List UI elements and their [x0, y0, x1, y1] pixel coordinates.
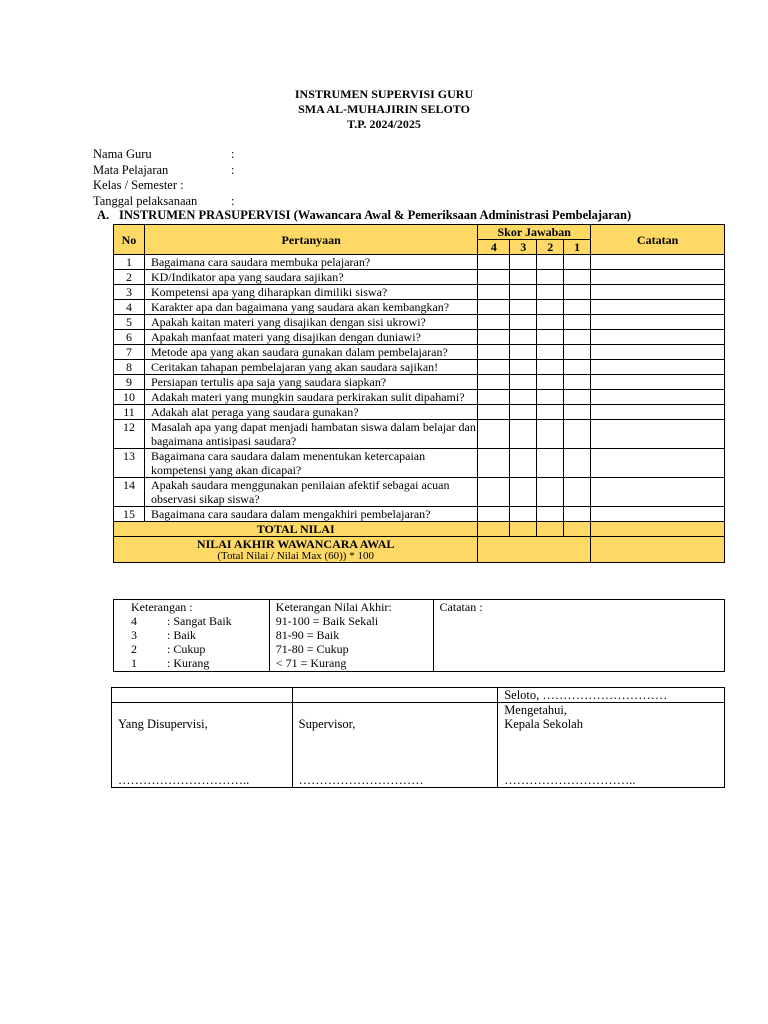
signature-line: …………………………..: [504, 773, 636, 787]
score-cell[interactable]: [510, 270, 537, 285]
row-question: Metode apa yang akan saudara gunakan dalam pembelajaran?: [144, 345, 477, 360]
table-row: [114, 255, 725, 270]
supervisee-signature[interactable]: [112, 703, 293, 788]
row-question: Masalah apa yang dapat menjadi hambatan siswa dalam belajar dan bagaimana antisipasi saudara?: [144, 420, 477, 449]
notes-cell[interactable]: [591, 270, 725, 285]
final-score-formula: (Total Nilai / Nilai Max (60)) * 100: [217, 549, 374, 562]
legend-label: : Cukup: [167, 642, 206, 656]
score-cell[interactable]: [510, 315, 537, 330]
total-row: [114, 522, 725, 537]
table-row: [114, 330, 725, 345]
table-row: [114, 390, 725, 405]
row-question: Persiapan tertulis apa saja yang saudara siapkan?: [144, 375, 477, 390]
legend-score: 2: [131, 642, 137, 656]
signature-line: …………………………: [298, 773, 424, 787]
score-cell[interactable]: [564, 405, 591, 420]
sign-blank-cell: [112, 688, 293, 703]
legend-label: : Sangat Baik: [167, 614, 232, 628]
field-colon: :: [231, 193, 235, 208]
row-no: 8: [114, 360, 145, 375]
final-score-row: [114, 537, 725, 563]
notes-cell[interactable]: [591, 360, 725, 375]
score-cell[interactable]: [478, 255, 510, 270]
field-label: Tanggal pelaksanaan: [93, 193, 198, 208]
score-cell[interactable]: [478, 405, 510, 420]
table-row: [114, 405, 725, 420]
final-legend-item: < 71 = Kurang: [275, 656, 347, 670]
row-question: Apakah manfaat materi yang disajikan dengan duniawi?: [144, 330, 477, 345]
acknowledged-label: Mengetahui,: [504, 703, 568, 717]
score-legend: [114, 600, 270, 672]
score-cell[interactable]: [478, 330, 510, 345]
notes-cell[interactable]: [591, 390, 725, 405]
notes-label: Catatan :: [439, 600, 483, 614]
header-score-2: 2: [537, 240, 564, 255]
score-cell[interactable]: [510, 405, 537, 420]
notes-cell[interactable]: [591, 478, 725, 507]
header-question: Pertanyaan: [144, 225, 477, 255]
final-legend-item: 81-90 = Baik: [275, 628, 340, 642]
header-score-1: 1: [564, 240, 591, 255]
score-cell[interactable]: [537, 478, 564, 507]
score-cell[interactable]: [537, 449, 564, 478]
score-cell[interactable]: [537, 300, 564, 315]
header-score-3: 3: [510, 240, 537, 255]
notes-cell[interactable]: [591, 507, 725, 522]
final-score-label-cell: [114, 537, 478, 563]
section-heading: [97, 208, 631, 223]
score-cell[interactable]: [478, 345, 510, 360]
row-no: 12: [114, 420, 145, 449]
row-no: 3: [114, 285, 145, 300]
row-question: Adakah materi yang mungkin saudara perkirakan sulit dipahami?: [144, 390, 477, 405]
table-row: [114, 507, 725, 522]
score-cell[interactable]: [510, 285, 537, 300]
score-cell[interactable]: [537, 330, 564, 345]
score-cell[interactable]: [478, 375, 510, 390]
field-colon: :: [231, 147, 235, 161]
table-row: [114, 285, 725, 300]
score-cell[interactable]: [564, 507, 591, 522]
score-cell[interactable]: [564, 285, 591, 300]
notes-cell[interactable]: [591, 420, 725, 449]
table-row: [114, 315, 725, 330]
row-question: Bagaimana cara saudara dalam menentukan ketercapaian kompetensi yang akan dicapai?: [144, 449, 477, 478]
legend-item: [131, 614, 269, 628]
score-cell[interactable]: [478, 300, 510, 315]
legend-score: 1: [131, 656, 137, 670]
signature-line: …………………………..: [118, 773, 250, 787]
score-cell[interactable]: [537, 255, 564, 270]
notes-cell[interactable]: [591, 330, 725, 345]
place-date: Seloto, …………………………: [498, 688, 725, 703]
row-no: 13: [114, 449, 145, 478]
score-cell[interactable]: [537, 360, 564, 375]
total-score-cell[interactable]: [537, 522, 564, 537]
score-cell[interactable]: [478, 315, 510, 330]
field-colon: :: [231, 162, 235, 177]
row-no: 11: [114, 405, 145, 420]
notes-cell[interactable]: [591, 315, 725, 330]
score-cell[interactable]: [537, 405, 564, 420]
supervisee-label: Yang Disupervisi,: [118, 717, 208, 731]
signature-table: [111, 687, 725, 788]
row-no: 14: [114, 478, 145, 507]
score-cell[interactable]: [564, 300, 591, 315]
final-legend-item: 91-100 = Baik Sekali: [275, 614, 379, 628]
score-cell[interactable]: [510, 478, 537, 507]
legend-label: : Baik: [167, 628, 196, 642]
row-question: Ceritakan tahapan pembelajaran yang akan saudara sajikan!: [144, 360, 477, 375]
table-row: [114, 300, 725, 315]
score-cell[interactable]: [478, 449, 510, 478]
final-score-legend: [269, 600, 433, 672]
row-no: 6: [114, 330, 145, 345]
doc-title: INSTRUMEN SUPERVISI GURU: [294, 87, 474, 101]
score-cell[interactable]: [510, 390, 537, 405]
row-no: 1: [114, 255, 145, 270]
score-cell[interactable]: [510, 345, 537, 360]
final-score-label: NILAI AKHIR WAWANCARA AWAL: [196, 536, 395, 551]
score-cell[interactable]: [564, 345, 591, 360]
score-cell[interactable]: [564, 449, 591, 478]
table-row: [114, 478, 725, 507]
total-label: TOTAL NILAI: [114, 522, 478, 537]
document-header: [0, 87, 768, 132]
score-cell[interactable]: [537, 315, 564, 330]
table-row: [114, 420, 725, 449]
header-score: Skor Jawaban: [478, 225, 591, 240]
row-question: Apakah kaitan materi yang disajikan dengan sisi ukrowi?: [144, 315, 477, 330]
notes-cell[interactable]: [591, 449, 725, 478]
field-kelas-semester: [93, 178, 197, 194]
score-cell[interactable]: [510, 360, 537, 375]
final-score-notes[interactable]: [591, 537, 725, 563]
total-score-cell[interactable]: [564, 522, 591, 537]
section-title: INSTRUMEN PRASUPERVISI (Wawancara Awal & Pemeriksaan Administrasi Pembelajaran): [119, 208, 632, 222]
row-question: KD/Indikator apa yang saudara sajikan?: [144, 270, 477, 285]
score-cell[interactable]: [478, 507, 510, 522]
score-cell[interactable]: [537, 375, 564, 390]
score-cell[interactable]: [537, 345, 564, 360]
total-notes-cell[interactable]: [591, 522, 725, 537]
notes-cell[interactable]: [591, 300, 725, 315]
notes-cell[interactable]: [591, 285, 725, 300]
score-cell[interactable]: [510, 300, 537, 315]
header-notes: Catatan: [591, 225, 725, 255]
legend-item: [131, 642, 269, 656]
score-cell[interactable]: [510, 255, 537, 270]
identity-fields: [93, 147, 235, 209]
supervisor-label: Supervisor,: [298, 717, 356, 731]
score-cell[interactable]: [564, 390, 591, 405]
row-no: 15: [114, 507, 145, 522]
sign-blank-cell: [292, 688, 498, 703]
field-nama-guru: [93, 147, 235, 163]
field-mata-pelajaran: [93, 162, 235, 179]
row-question: Apakah saudara menggunakan penilaian afektif sebagai acuan observasi sikap siswa?: [144, 478, 477, 507]
supervision-table: [113, 224, 725, 563]
table-row: [114, 345, 725, 360]
total-score-cell[interactable]: [510, 522, 537, 537]
score-cell[interactable]: [478, 390, 510, 405]
score-cell[interactable]: [537, 390, 564, 405]
score-cell[interactable]: [564, 478, 591, 507]
school-name: SMA AL-MUHAJIRIN SELOTO: [298, 102, 470, 116]
principal-signature[interactable]: [498, 703, 725, 788]
header-score-4: 4: [478, 240, 510, 255]
table-row: [114, 375, 725, 390]
row-no: 7: [114, 345, 145, 360]
final-score-value[interactable]: [478, 537, 591, 563]
score-cell[interactable]: [564, 315, 591, 330]
score-cell[interactable]: [478, 478, 510, 507]
field-tanggal: [93, 193, 235, 210]
score-cell[interactable]: [510, 449, 537, 478]
row-no: 5: [114, 315, 145, 330]
final-legend-title: Keterangan Nilai Akhir:: [275, 600, 392, 614]
score-cell[interactable]: [564, 330, 591, 345]
score-cell[interactable]: [478, 360, 510, 375]
legend-score: 3: [131, 628, 137, 642]
table-row: [114, 449, 725, 478]
notes-box[interactable]: [433, 600, 724, 672]
legend-label: : Kurang: [167, 656, 210, 670]
score-cell[interactable]: [478, 420, 510, 449]
legend-table: [113, 599, 725, 672]
score-cell[interactable]: [478, 270, 510, 285]
notes-cell[interactable]: [591, 345, 725, 360]
score-cell[interactable]: [564, 420, 591, 449]
field-label: Mata Pelajaran: [93, 162, 169, 177]
question-rows: [114, 255, 725, 563]
supervisor-signature[interactable]: [292, 703, 498, 788]
score-cell[interactable]: [564, 255, 591, 270]
notes-cell[interactable]: [591, 405, 725, 420]
row-no: 10: [114, 390, 145, 405]
score-cell[interactable]: [510, 375, 537, 390]
row-question: Kompetensi apa yang diharapkan dimiliki siswa?: [144, 285, 477, 300]
score-cell[interactable]: [564, 360, 591, 375]
notes-cell[interactable]: [591, 375, 725, 390]
score-cell[interactable]: [510, 420, 537, 449]
section-letter: A.: [97, 208, 110, 222]
score-cell[interactable]: [537, 420, 564, 449]
final-legend-item: 71-80 = Cukup: [275, 642, 349, 656]
score-cell[interactable]: [478, 285, 510, 300]
legend-score: 4: [131, 614, 137, 628]
score-cell[interactable]: [510, 507, 537, 522]
legend-item: [131, 656, 269, 670]
table-row: [114, 270, 725, 285]
principal-title: Kepala Sekolah: [504, 717, 583, 731]
table-row: [114, 360, 725, 375]
total-score-cell[interactable]: [478, 522, 510, 537]
legend-title: Keterangan :: [131, 600, 193, 614]
row-question: Adakah alat peraga yang saudara gunakan?: [144, 405, 477, 420]
row-no: 9: [114, 375, 145, 390]
row-no: 4: [114, 300, 145, 315]
field-label: Nama Guru: [93, 147, 152, 161]
header-no: No: [114, 225, 145, 255]
field-label: Kelas / Semester :: [93, 178, 184, 192]
principal-label: [504, 703, 583, 731]
notes-cell[interactable]: [591, 255, 725, 270]
score-cell[interactable]: [537, 507, 564, 522]
row-question: Bagaimana cara saudara membuka pelajaran?: [144, 255, 477, 270]
score-cell[interactable]: [564, 375, 591, 390]
school-year: T.P. 2024/2025: [347, 117, 421, 131]
score-cell[interactable]: [510, 330, 537, 345]
score-cell[interactable]: [537, 285, 564, 300]
row-question: Karakter apa dan bagaimana yang saudara akan kembangkan?: [144, 300, 477, 315]
score-cell[interactable]: [537, 270, 564, 285]
score-cell[interactable]: [564, 270, 591, 285]
legend-item: [131, 628, 269, 642]
row-no: 2: [114, 270, 145, 285]
row-question: Bagaimana cara saudara dalam mengakhiri pembelajaran?: [144, 507, 477, 522]
